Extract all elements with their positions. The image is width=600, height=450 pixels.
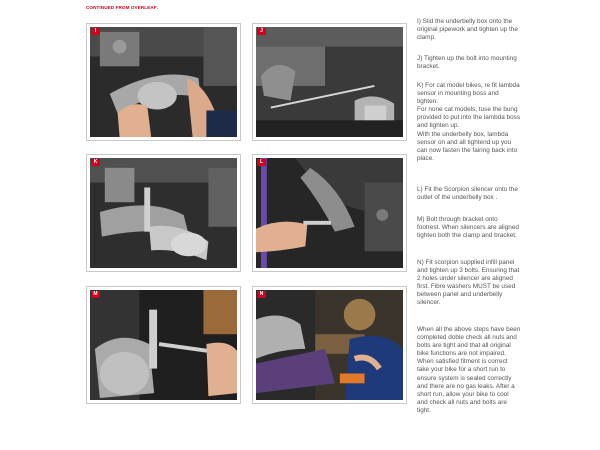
photo-k-image — [90, 158, 237, 268]
photo-j-image — [256, 27, 403, 137]
photo-step-l — [252, 154, 407, 272]
instruction-k — [417, 82, 521, 163]
photo-n-image — [256, 290, 403, 400]
photo-step-i — [86, 23, 241, 141]
instruction-m — [417, 216, 521, 240]
instruction-final-text: When all the above steps have been completed doble check all nuts and bolts are tight and that all original bike functions are not impaired. When satisfied fitment is correct take your bike for a short run to ensure system is sealed correctly and there are no gas leaks. After a short run, allow your bike to cool and check all nuts and bolts are tight. — [417, 326, 521, 414]
photo-step-j — [252, 23, 407, 141]
continued-header: CONTINUED FROM OVERLEAF: — [86, 5, 159, 10]
photo-step-m — [86, 286, 241, 404]
instruction-j — [417, 55, 521, 71]
instruction-n — [417, 259, 521, 308]
photo-l-image — [256, 158, 403, 268]
instruction-m-text: M) Bolt through bracket onto footrest. When silencers are aligned tighten both the clamp and bracket. — [417, 216, 519, 240]
instruction-k-none: For none cat models, tuse the bung provided to put into the lambda boss and tighten up. — [417, 106, 521, 130]
photo-i-image — [90, 27, 237, 137]
instruction-n-text: N) Fit scorpion supplied infill panel and tighten up 3 bolts. Ensuring that 2 holes under silencer are aligned first. Fibre washers MUST be used between panel and underbelly silencer. — [417, 259, 520, 307]
instruction-k-cat: K) For cat model bikes, re fit lambda sensor in mounting boss and tighten. — [417, 82, 520, 106]
instruction-i-text: I) Slid the underbelly box onto the original pipework and tighten up the clamp. — [417, 18, 518, 42]
photo-label-k: K — [91, 159, 100, 166]
photo-step-n — [252, 286, 407, 404]
instruction-k-box: With the underbelly box, lambda sensor on and all tightend up you can now fasten the fairing back into place. — [417, 130, 518, 162]
photo-label-j: J — [257, 28, 266, 35]
instruction-i — [417, 18, 521, 42]
photo-label-m: M — [91, 291, 100, 298]
instruction-j-text: J) Tighten up the bolt into mounting bracket. — [417, 55, 517, 71]
photo-label-i: I — [91, 28, 100, 35]
photo-m-image — [90, 290, 237, 400]
photo-step-k — [86, 154, 241, 272]
instruction-final — [417, 326, 521, 415]
photo-label-l: L — [257, 159, 266, 166]
instruction-l — [417, 186, 521, 202]
photo-label-n: N — [257, 291, 266, 298]
instruction-l-text: L) Fit the Scorpion silencer onto the outlet of the underbelly box . — [417, 186, 518, 202]
